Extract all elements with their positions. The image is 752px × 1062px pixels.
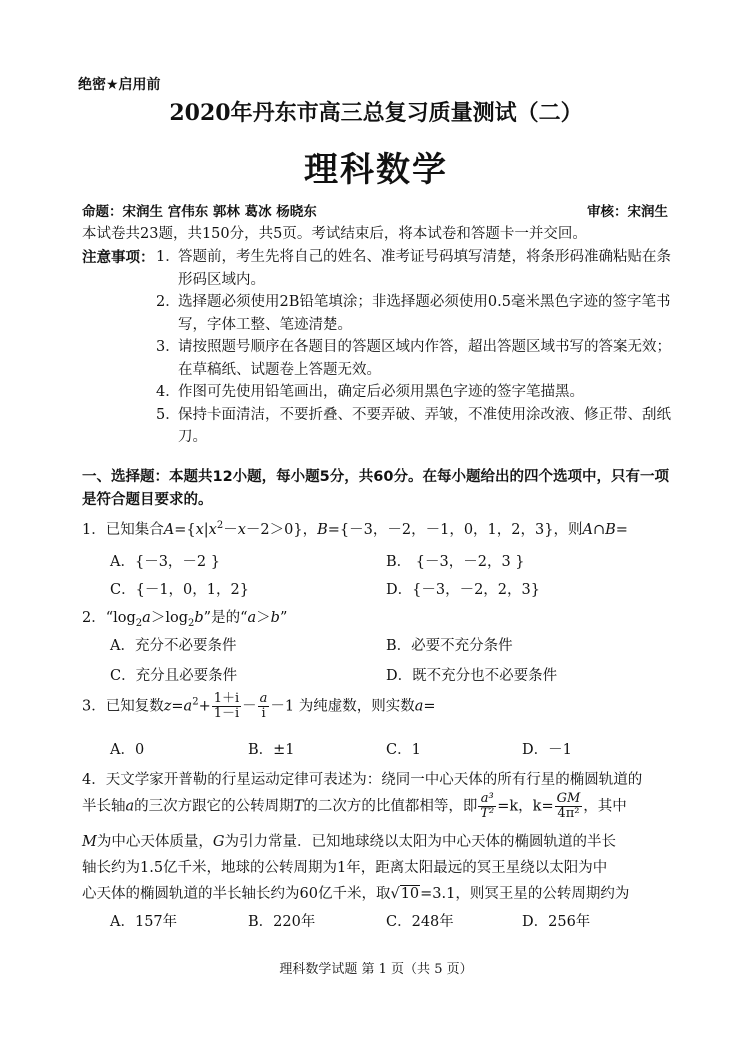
secret-mark: 绝密★启用前 (78, 77, 161, 93)
note-item: 4． 作图可先使用铅笔画出，确定后必须用黑色字迹的签字笔描黑。 (156, 384, 584, 400)
note-item: 1． 答题前，考生先将自己的姓名、准考证号码填写清楚，将条形码准确粘贴在条形码区域内。 (156, 249, 671, 288)
question-3: 3．已知复数$z=a^2+$ $\frac{1+i}{1-i}$ － $\frac{a}{i}$ －1 为纯虚数，则实数a= (82, 691, 436, 721)
q1-option-a: A．{－3，－2 } (110, 554, 220, 570)
q4-option-d: D．256年 (522, 914, 591, 930)
authors-line: 命题：宋润生 宫伟东 郭林 葛冰 杨晓东 (82, 204, 317, 220)
fraction: $\frac{\text{a³}}{\text{T²}}$ (480, 791, 495, 821)
q1-option-b: B． {－3，－2，3 } (386, 554, 525, 570)
sqrt-symbol: √ (390, 886, 400, 902)
q4-option-b: B．220年 (248, 914, 316, 930)
reviewer-line: 审核：宋润生 (587, 204, 668, 220)
q3-option-d: D．－1 (522, 742, 572, 758)
q4-option-c: C．248年 (386, 914, 454, 930)
note-item: 3． 请按照题号顺序在各题目的答题区域内作答，超出答题区域书写的答案无效；在草稿纸、试题卷上答题无效。 (156, 339, 671, 378)
note-item: 2． 选择题必须使用2B铅笔填涂；非选择题必须使用0.5毫米黑色字迹的签字笔书写，字体工整、笔迹清楚。 (156, 294, 671, 333)
q1-option-d: D．{－3，－2，2，3} (386, 582, 540, 598)
page-footer: 理科数学试题 第 1 页（共 5 页） (279, 962, 473, 977)
question-1: 1．已知集合$A=\{x|x^2-x-2>0\}$，B={－3，－2，－1，0，1，2，3}，则A∩B= (82, 520, 628, 538)
subject-title: 理科数学 (304, 150, 448, 190)
question-2: 2．“$\log_2a>\log_2b$”是的“a＞b” (82, 610, 288, 629)
fraction: $\frac{GM}{\text{4π²}}$ (556, 791, 581, 821)
q2-option-c: C．充分且必要条件 (110, 668, 238, 684)
question-4-line-1: 4．天文学家开普勒的行星运动定律可表述为：绕同一中心天体的所有行星的椭圆轨道的 (82, 772, 643, 788)
q3-option-a: A．0 (110, 742, 145, 758)
notes-list (156, 246, 676, 449)
notes-label: 注意事项： (82, 250, 155, 266)
q3-option-c: C．1 (386, 742, 421, 758)
fraction: $\frac{1+i}{1-i}$ (213, 691, 240, 721)
exam-title: 2020年丹东市高三总复习质量测试（二） (169, 100, 583, 126)
question-4-line-3: M为中心天体质量，G为引力常量．已知地球绕以太阳为中心天体的椭圆轨道的半长 (82, 834, 616, 850)
question-4-line-5: 心天体的椭圆轨道的半长轴长约为60亿千米，取√10=3.1，则冥王星的公转周期约为 (82, 886, 630, 902)
q2-option-a: A．充分不必要条件 (110, 638, 237, 654)
question-4-line-2: 半长轴a的三次方跟它的公转周期T的二次方的比值都相等，即 $\frac{\text{a³}}{\text{T²}}$ =k，k= $\frac{GM}{\text{4π²}}$ ，其中 (82, 791, 627, 821)
q3-option-b: B．±1 (248, 742, 295, 758)
section-choice-title: 一、选择题：本题共12小题，每小题5分，共60分。在每小题给出的四个选项中，只有一项是符合题目要求的。 (82, 469, 669, 508)
fraction: $\frac{a}{i}$ (259, 691, 268, 721)
note-item: 5． 保持卡面清洁，不要折叠、不要弄破、弄皱，不准使用涂改液、修正带、刮纸刀。 (156, 406, 671, 445)
q4-option-a: A．157年 (110, 914, 178, 930)
question-4-line-4: 轴长约为1.5亿千米，地球的公转周期为1年，距离太阳最远的冥王星绕以太阳为中 (82, 860, 608, 876)
intro-line: 本试卷共23题，共150分，共5页。考试结束后，将本试卷和答题卡一并交回。 (82, 226, 587, 242)
q2-option-b: B．必要不充分条件 (386, 638, 513, 654)
q2-option-d: D．既不充分也不必要条件 (386, 668, 558, 684)
q1-option-c: C．{－1，0，1，2} (110, 582, 249, 598)
